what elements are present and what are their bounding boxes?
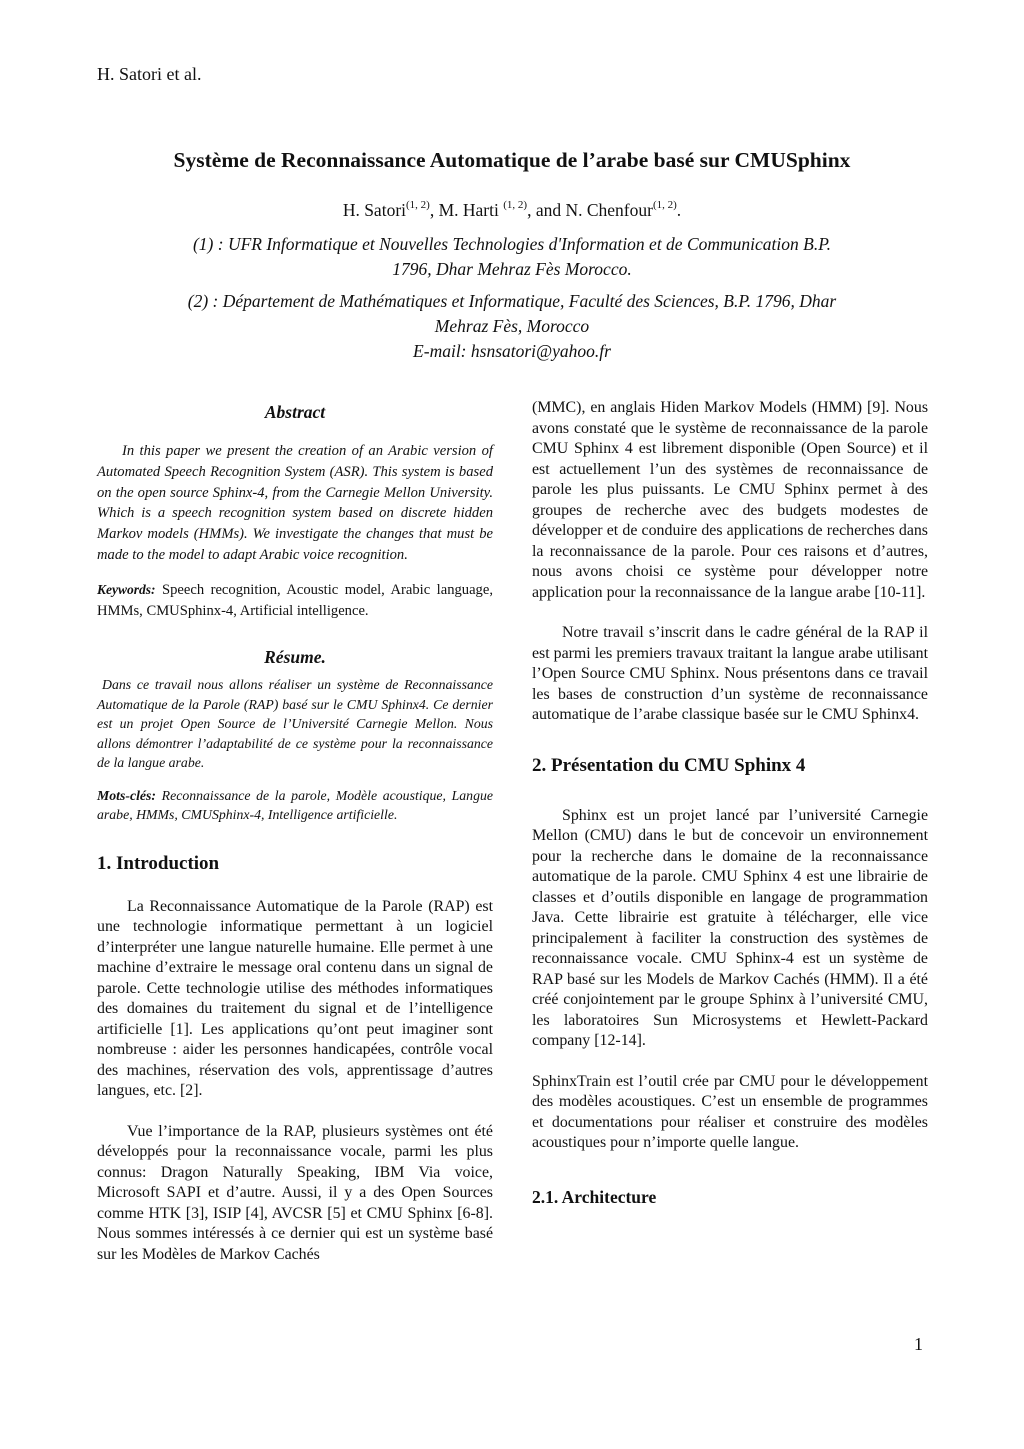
author-list [60,200,964,221]
body-paragraph: Sphinx est un projet lancé par l’université Carnegie Mellon (CMU) dans le but de concevoir un environnement pour la recherche dans le domaine de la reconnaissance automatique de la parole. CMU Sphinx 4 est une librairie de classes et d’outils disponible en langage de programmation Java. Cette librairie est gratuite à télécharger, elle vice principalement à faciliter la construction des systèmes de reconnaissance vocale. CMU Sphinx-4 est un système de RAP basé sur les Models de Markov Cachés (HMM). Il a été créé conjointement par le groupe Sphinx à l’université CMU, les laboratoires Sun Microsystems et Hewlett-Packard company [12-14]. [532,806,928,1049]
keywords-text: Speech recognition, Acoustic model, Arabic language, HMMs, CMUSphinx-4, Artificial intelligence. [97,581,493,619]
intro-paragraph-2: Vue l’importance de la RAP, plusieurs systèmes ont été développés pour la reconnaissance vocale, parmi les plus connus: Dragon Naturally Speaking, IBM Via voice, Microsoft SAPI et d’autre. Aussi, il y a des Open Sources comme HTK [3], ISIP [4], AVCSR [5] et CMU Sphinx [6-8]. Nous sommes intéressés à ce dernier qui est un système basé sur les Modèles de Markov Cachés [97,1122,493,1263]
body-paragraph: SphinxTrain est l’outil crée par CMU pour le développement des modèles acoustiques. C’est un ensemble de programmes et documentations pour réaliser et construire des modèles acoustiques pour n’importe quelle langue. [532,1072,928,1151]
affiliation-line: (1) : UFR Informatique et Nouvelles Technologies d'Information et de Communication B.P. [192,234,832,254]
section-heading-cmu-sphinx: 2. Présentation du CMU Sphinx 4 [532,754,806,776]
affiliation-2 [95,289,929,364]
author-name: M. Harti [438,200,504,220]
author-affiliation-mark: (1, 2) [652,199,677,211]
paper-title: Système de Reconnaissance Automatique de l’arabe basé sur CMUSphinx [173,148,851,172]
right-column [532,398,928,1225]
subsection-heading-architecture: 2.1. Architecture [532,1186,657,1207]
abstract-heading: Abstract [264,402,326,422]
running-head: H. Satori et al. [97,64,202,84]
section-heading-introduction: 1. Introduction [97,852,220,874]
author-name: H. Satori [342,200,407,220]
page-number: 1 [914,1334,923,1354]
affiliation-line: (2) : Département de Mathématiques et Informatique, Faculté des Sciences, B.P. 1796, Dhar [187,291,837,311]
mots-cles-text: Reconnaissance de la parole, Modèle acoustique, Langue arabe, HMMs, CMUSphinx-4, Intelligence artificielle. [97,787,493,823]
left-column [97,398,493,1265]
mots-cles-label: Mots-clés: [97,787,157,803]
intro-paragraph-1: La Reconnaissance Automatique de la Parole (RAP) est une technologie informatique permettant à un logiciel d’interpréter une langue naturelle humaine. Elle permet à une machine d’extraire le message oral contenu dans un signal de parole. Cette technologie utilise des méthodes informatiques des domaines du traitement du signal et de l’intelligence artificielle [1]. Les applications qu’ont peut imaginer sont nombreuse : aider les personnes handicapées, contrôle vocal des machines, réservation des vols, apprentissage d’autres langues, etc. [2]. [97,897,493,1100]
contact-email: E-mail: hsnsatori@yahoo.fr [413,341,611,361]
affiliation-1 [95,232,929,282]
keywords-label: Keywords: [97,581,156,597]
author-separator: , [429,200,439,220]
abstract-body: In this paper we present the creation of an Arabic version of Automated Speech Recognition System (ASR). This system is based on the open source Sphinx-4, from the Carnegie Mellon University. Which is a speech recognition system based on discrete hidden Markov models (HMMs). We investigate the changes that must be made to the model to adapt Arabic voice recognition. [97,443,493,563]
keywords [97,580,493,622]
affiliation-line: 1796, Dhar Mehraz Fès Morocco. [392,259,632,279]
resume-body: Dans ce travail nous allons réaliser un système de Reconnaissance Automatique de la Parole (RAP) basé sur le CMU Sphinx4. Ce dernier est un projet Open Source de l’Université Carnegie Mellon. Nous allons démontrer l’adaptabilité de ce système pour la reconnaissance de la langue arabe. [97,677,493,771]
mots-cles [97,786,493,825]
author-name: N. Chenfour [565,200,653,220]
author-separator: , and [527,200,566,220]
author-affiliation-mark: (1, 2) [503,199,528,211]
resume-heading: Résume. [264,647,326,668]
author-affiliation-mark: (1, 2) [406,199,430,211]
body-paragraph: Notre travail s’inscrit dans le cadre général de la RAP il est parmi les premiers travaux traitant la langue arabe utilisant l’Open Source CMU Sphinx. Nous présentons dans ce travail les bases de construction d’un système de reconnaissance automatique de l’arabe classique basée sur le CMU Sphinx4. [532,624,928,723]
author-separator: . [676,200,682,220]
body-paragraph: (MMC), en anglais Hiden Markov Models (HMM) [9]. Nous avons constaté que le système de reconnaissance de la parole CMU Sphinx 4 est librement disponible (Open Source) et il est actuellement l’un des systèmes de reconnaissance de parole les plus puissants. Le CMU Sphinx permet à des groupes de recherche avec des budgets modestes de développer et de conduire des applications de recherches dans la reconnaissance de la parole. Pour ces raisons et d’autres, nous avons choisi ce système pour développer notre application pour la reconnaissance de la langue arabe [10-11]. [532,399,928,601]
affiliation-line: Mehraz Fès, Morocco [434,316,590,336]
